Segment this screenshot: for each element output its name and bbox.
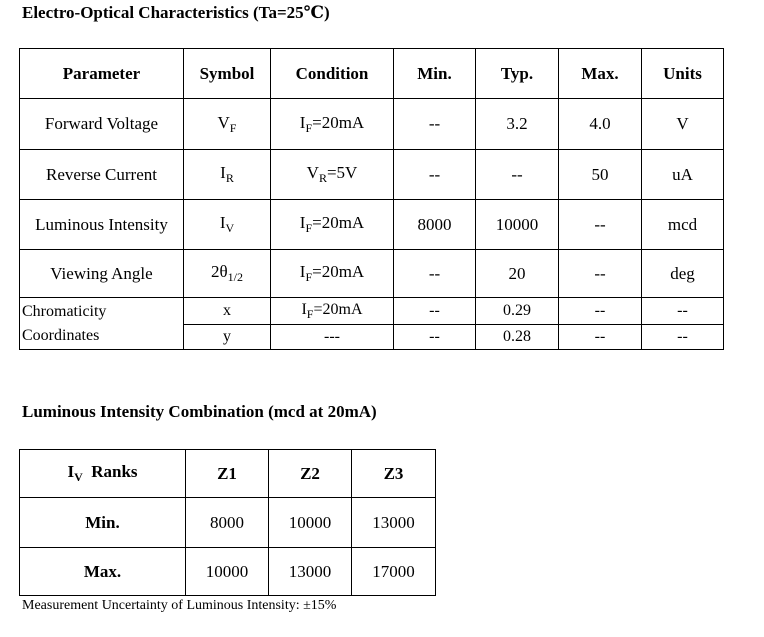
symbol-cell: $2\theta_{1/2}$ (184, 250, 271, 298)
max-value-z2: 13000 (269, 548, 352, 596)
min-value-z1: 8000 (186, 498, 269, 548)
symbol-cell: $V_F$ (184, 99, 271, 150)
min-cell: -- (394, 298, 476, 325)
condition-cell: $I_F=20mA$ (271, 250, 394, 298)
min-cell: 8000 (394, 200, 476, 250)
parameter-cell: Viewing Angle (20, 250, 184, 298)
min-cell: -- (394, 250, 476, 298)
parameter-cell: Luminous Intensity (20, 200, 184, 250)
units-cell: mcd (642, 200, 724, 250)
header-parameter: Parameter (20, 49, 184, 99)
min-cell: -- (394, 150, 476, 200)
max-label: Max. (20, 548, 186, 596)
chromaticity-parameter-cell: Chromaticity Coordinates (20, 298, 184, 350)
typ-cell: 0.28 (476, 325, 559, 350)
max-cell: -- (559, 200, 642, 250)
units-cell: -- (642, 298, 724, 325)
table-header-row (20, 450, 436, 498)
units-cell: deg (642, 250, 724, 298)
table-row (20, 150, 724, 200)
combination-table (19, 449, 436, 596)
table-row (20, 200, 724, 250)
max-cell: -- (559, 250, 642, 298)
min-cell: -- (394, 99, 476, 150)
max-cell: 4.0 (559, 99, 642, 150)
parameter-cell: Reverse Current (20, 150, 184, 200)
units-cell: V (642, 99, 724, 150)
min-value-z3: 13000 (352, 498, 436, 548)
header-typ: Typ. (476, 49, 559, 99)
rank-z1-header: Z1 (186, 450, 269, 498)
header-max: Max. (559, 49, 642, 99)
typ-cell: 0.29 (476, 298, 559, 325)
electro-optical-title: Electro-Optical Characteristics (Ta=25℃) (22, 3, 330, 22)
min-label: Min. (20, 498, 186, 548)
header-condition: Condition (271, 49, 394, 99)
max-cell: -- (559, 325, 642, 350)
condition-cell: $I_F=20mA$ (271, 298, 394, 325)
measurement-footnote: Measurement Uncertainty of Luminous Intensity: ±15% (22, 598, 337, 613)
ranks-header: $I_V$ Ranks (20, 450, 186, 498)
rank-z3-header: Z3 (352, 450, 436, 498)
header-min: Min. (394, 49, 476, 99)
max-cell: 50 (559, 150, 642, 200)
symbol-cell: y (184, 325, 271, 350)
units-cell: uA (642, 150, 724, 200)
electro-optical-table (19, 48, 724, 350)
max-cell: -- (559, 298, 642, 325)
header-symbol: Symbol (184, 49, 271, 99)
condition-cell: --- (271, 325, 394, 350)
typ-cell: 3.2 (476, 99, 559, 150)
table-row-max (20, 548, 436, 596)
typ-cell: 10000 (476, 200, 559, 250)
combination-title: Luminous Intensity Combination (mcd at 20mA) (22, 402, 377, 421)
units-cell: -- (642, 325, 724, 350)
typ-cell: -- (476, 150, 559, 200)
table-row-min (20, 498, 436, 548)
table-row (20, 99, 724, 150)
parameter-cell: Forward Voltage (20, 99, 184, 150)
condition-cell: $V_R=5V$ (271, 150, 394, 200)
table-row (20, 250, 724, 298)
max-value-z3: 17000 (352, 548, 436, 596)
min-value-z2: 10000 (269, 498, 352, 548)
max-value-z1: 10000 (186, 548, 269, 596)
min-cell: -- (394, 325, 476, 350)
condition-cell: $I_F=20mA$ (271, 200, 394, 250)
header-units: Units (642, 49, 724, 99)
condition-cell: $I_F=20mA$ (271, 99, 394, 150)
typ-cell: 20 (476, 250, 559, 298)
table-row-chromaticity-x (20, 298, 724, 325)
table-header-row (20, 49, 724, 99)
symbol-cell: $I_V$ (184, 200, 271, 250)
rank-z2-header: Z2 (269, 450, 352, 498)
symbol-cell: $I_R$ (184, 150, 271, 200)
symbol-cell: x (184, 298, 271, 325)
